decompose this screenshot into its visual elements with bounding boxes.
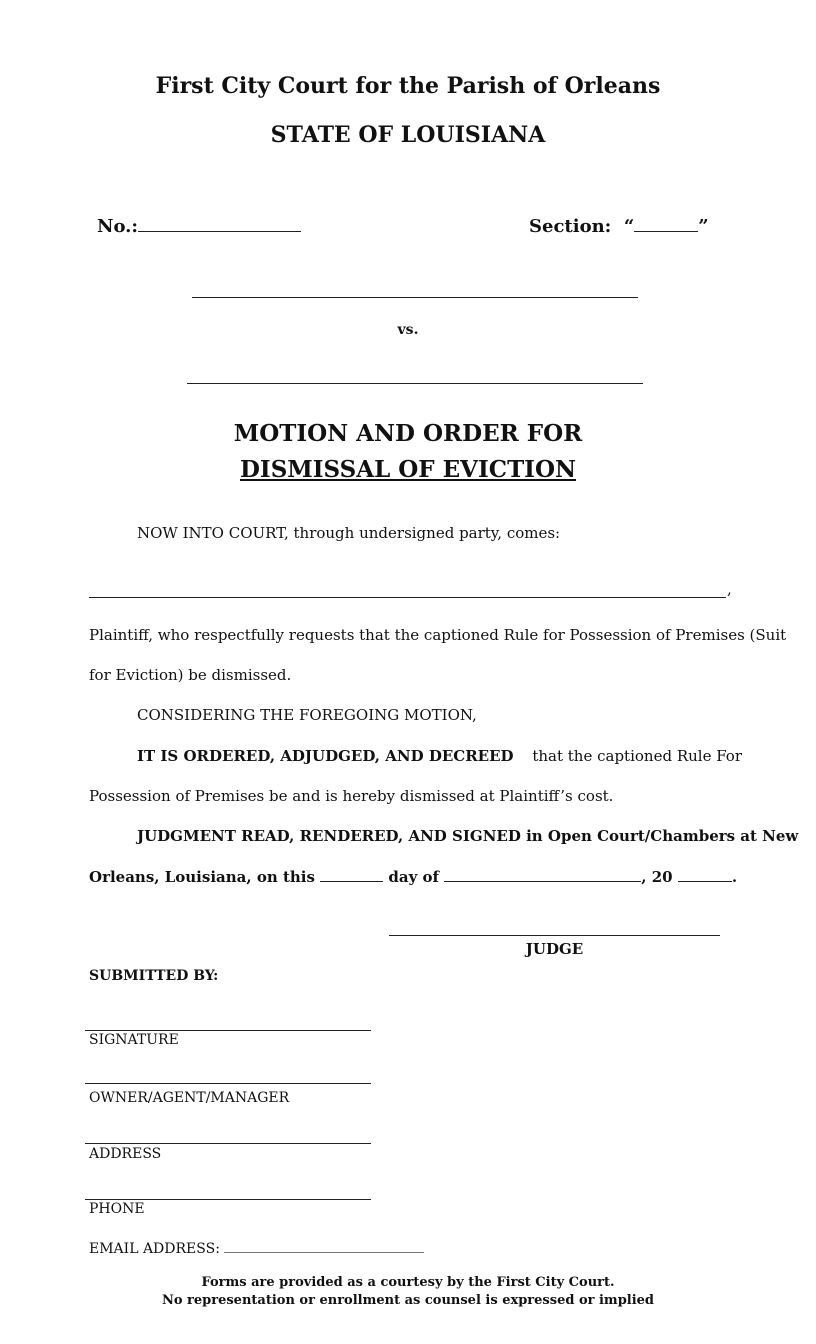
footer-disclaimer: No representation or enrollment as counsel is expressed or implied: [161, 1293, 655, 1308]
court-name: First City Court for the Parish of Orleans: [155, 73, 661, 99]
section-open-quote: “: [623, 216, 635, 237]
signature-line[interactable]: [85, 1030, 371, 1031]
phone-label: PHONE: [89, 1201, 145, 1217]
judgment-period: .: [731, 868, 738, 886]
judge-signature-line[interactable]: [389, 935, 720, 936]
request-line2: for Eviction) be dismissed.: [89, 666, 292, 684]
judgment-line1: JUDGMENT READ, RENDERED, AND SIGNED in Open Court/Chambers at New: [137, 827, 799, 845]
section-label: Section:: [529, 216, 612, 237]
judgment-location-text: Orleans, Louisiana, on this: [89, 868, 315, 886]
judgment-line2: [89, 866, 737, 886]
case-number-label: No.:: [97, 216, 139, 237]
footer-courtesy: Forms are provided as a courtesy by the First City Court.: [201, 1275, 615, 1290]
email-field[interactable]: [89, 1238, 424, 1257]
email-blank[interactable]: [224, 1238, 424, 1253]
section-close-quote: ”: [698, 216, 709, 237]
owner-line[interactable]: [85, 1083, 371, 1084]
ordered-line2: Possession of Premises be and is hereby dismissed at Plaintiff’s cost.: [89, 787, 614, 805]
versus-text: vs.: [397, 322, 419, 338]
considering-text: CONSIDERING THE FOREGOING MOTION,: [137, 706, 477, 724]
section-blank[interactable]: [634, 213, 698, 232]
year-prefix-text: , 20: [641, 868, 673, 886]
year-blank[interactable]: [678, 866, 732, 882]
title-line1: MOTION AND ORDER FOR: [233, 420, 583, 447]
title-line2-text: DISMISSAL OF EVICTION: [239, 456, 576, 483]
state-name: STATE OF LOUISIANA: [270, 122, 546, 148]
owner-label: OWNER/AGENT/MANAGER: [89, 1090, 290, 1106]
ordered-line1: [137, 747, 742, 765]
day-blank[interactable]: [320, 866, 383, 882]
intro-text: NOW INTO COURT, through undersigned party, comes:: [137, 524, 561, 542]
party-name-line[interactable]: [89, 597, 726, 598]
plaintiff-line[interactable]: [192, 297, 638, 298]
day-of-text: day of: [388, 868, 440, 886]
case-number-field[interactable]: [97, 213, 301, 237]
request-line1: Plaintiff, who respectfully requests that the captioned Rule for Possession of Premises (Suit: [89, 626, 787, 644]
address-label: ADDRESS: [89, 1146, 162, 1162]
phone-line[interactable]: [85, 1199, 371, 1200]
signature-label: SIGNATURE: [89, 1032, 179, 1048]
party-name-comma: ,: [727, 580, 732, 598]
address-line[interactable]: [85, 1143, 371, 1144]
ordered-rest-text: that the captioned Rule For: [532, 747, 742, 765]
submitted-by-heading: SUBMITTED BY:: [89, 968, 219, 984]
email-label: EMAIL ADDRESS:: [89, 1241, 220, 1257]
ordered-bold-text: IT IS ORDERED, ADJUDGED, AND DECREED: [137, 747, 514, 765]
defendant-line[interactable]: [187, 383, 643, 384]
month-blank[interactable]: [444, 866, 641, 882]
case-number-blank[interactable]: [138, 213, 301, 232]
judge-label: JUDGE: [525, 940, 584, 958]
title-line2: [0, 456, 816, 483]
section-field[interactable]: [529, 213, 709, 237]
